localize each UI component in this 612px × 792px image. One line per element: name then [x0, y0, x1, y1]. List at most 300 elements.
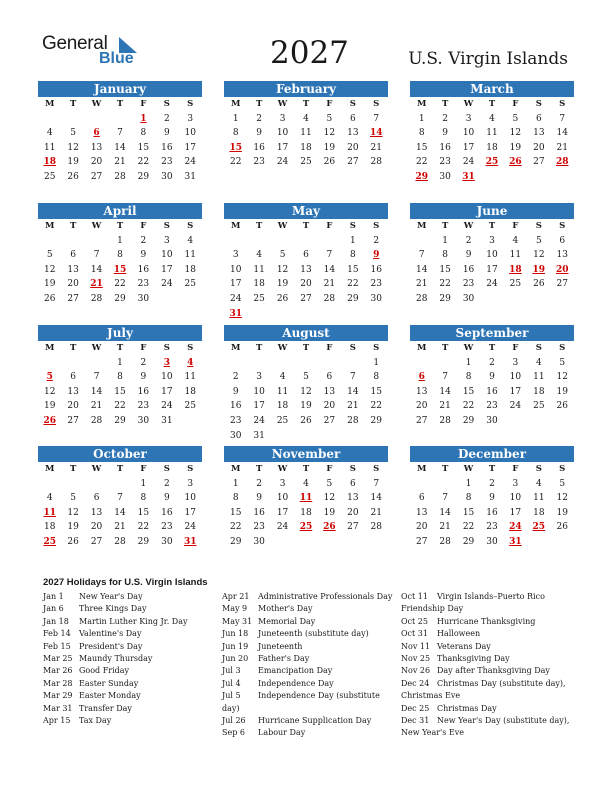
holiday-day-cell: 6 [418, 372, 425, 383]
day-cell: 12 [533, 250, 545, 261]
week-row [410, 170, 574, 185]
weekday-header-row [38, 97, 202, 112]
week-row [224, 429, 388, 444]
empty-day-cell [224, 356, 247, 371]
day-cell: 25 [184, 401, 196, 412]
weekday-label: S [349, 221, 356, 231]
day-cell: 3 [187, 478, 194, 489]
weekday-label: M [45, 221, 55, 231]
day-cell: 19 [67, 522, 79, 533]
weekday-label: T [441, 343, 449, 353]
day-cell: 1 [232, 113, 239, 124]
weekday-label: S [535, 99, 542, 109]
empty-day-cell [247, 307, 270, 322]
holiday-name: Emancipation Day [258, 666, 333, 676]
weekday-label: F [512, 221, 519, 231]
empty-day-cell [294, 234, 317, 249]
month-header: September [410, 325, 574, 341]
holidays-column [401, 591, 571, 740]
holiday-day-cell: 29 [415, 171, 428, 182]
month-header: February [224, 81, 388, 97]
weekday-label: S [535, 343, 542, 353]
holiday-day-cell: 3 [163, 357, 170, 368]
weekday-label: W [277, 343, 288, 353]
day-cell: 17 [161, 264, 173, 275]
day-cell: 16 [229, 401, 242, 412]
day-cell: 1 [465, 357, 472, 368]
day-cell: 23 [486, 522, 498, 533]
day-cell: 17 [486, 264, 498, 275]
weekday-label: T [488, 464, 496, 474]
holiday-entry [43, 690, 213, 702]
day-cell: 16 [161, 507, 173, 518]
week-row [410, 234, 574, 249]
empty-day-cell [61, 356, 84, 371]
day-cell: 10 [509, 493, 522, 504]
day-cell: 10 [276, 128, 289, 139]
holiday-name: Labour Day [258, 728, 306, 738]
day-cell: 16 [486, 386, 498, 397]
day-cell: 8 [373, 372, 380, 383]
day-cell: 19 [67, 157, 79, 168]
day-cell: 9 [256, 128, 262, 139]
holidays-column [43, 591, 213, 727]
day-cell: 29 [462, 415, 475, 426]
holiday-entry [401, 678, 571, 690]
day-cell: 10 [229, 264, 242, 275]
empty-day-cell [318, 234, 341, 249]
day-cell: 8 [465, 493, 472, 504]
holiday-entry [43, 665, 213, 677]
day-cell: 5 [512, 113, 519, 124]
empty-day-cell [318, 356, 341, 371]
day-cell: 28 [90, 415, 103, 426]
day-cell: 16 [137, 264, 150, 275]
empty-day-cell [341, 535, 364, 550]
holiday-day-cell: 31 [183, 536, 197, 547]
weekday-label: T [255, 343, 263, 353]
weekday-label: T [69, 464, 77, 474]
day-cell: 22 [114, 401, 126, 412]
weekday-label: W [463, 343, 474, 353]
day-cell: 5 [46, 250, 53, 261]
day-cell: 6 [70, 372, 76, 383]
month-april [38, 203, 202, 307]
day-cell: 2 [163, 113, 170, 124]
holiday-date: Jul 5 [222, 691, 241, 701]
day-cell: 28 [370, 157, 382, 168]
holiday-date: Jun 19 [222, 641, 249, 651]
holiday-day-cell: 6 [93, 128, 100, 139]
holiday-day-cell: 4 [187, 357, 194, 368]
day-cell: 21 [90, 401, 103, 412]
holiday-name-continued: Christmas Eve [401, 691, 461, 701]
holiday-date: Jan 18 [43, 616, 69, 626]
weekday-label: M [231, 343, 241, 353]
day-cell: 12 [556, 493, 568, 504]
day-cell: 1 [232, 478, 239, 489]
weekday-label: T [302, 99, 310, 109]
empty-day-cell [271, 234, 294, 249]
weekday-label: S [373, 343, 380, 353]
day-cell: 11 [533, 493, 545, 504]
day-cell: 5 [559, 357, 566, 368]
holiday-entry [222, 678, 397, 690]
empty-day-cell [433, 356, 456, 371]
day-cell: 13 [347, 493, 359, 504]
day-cell: 22 [229, 157, 242, 168]
empty-day-cell [108, 112, 131, 127]
weekday-label: S [349, 464, 356, 474]
week-row [410, 112, 574, 127]
holiday-day-cell: 18 [43, 157, 56, 168]
day-cell: 7 [326, 250, 333, 261]
weekday-label: S [559, 221, 566, 231]
holiday-day-cell: 9 [373, 250, 380, 261]
empty-day-cell [527, 535, 550, 550]
day-cell: 23 [253, 157, 265, 168]
day-cell: 14 [114, 507, 126, 518]
empty-day-cell [527, 170, 550, 185]
holiday-entry [401, 665, 571, 677]
day-cell: 16 [439, 142, 451, 153]
day-cell: 26 [533, 279, 545, 290]
week-row [224, 307, 388, 322]
weekday-label: F [140, 99, 147, 109]
holiday-date: Jul 4 [222, 678, 241, 688]
day-cell: 2 [256, 113, 262, 124]
day-cell: 30 [137, 293, 150, 304]
week-row [224, 477, 388, 492]
day-cell: 3 [232, 250, 239, 261]
day-cell: 9 [256, 493, 262, 504]
day-cell: 10 [253, 386, 265, 397]
day-cell: 2 [140, 235, 147, 246]
weekday-label: T [69, 99, 77, 109]
day-cell: 10 [462, 128, 475, 139]
month-header: July [38, 325, 202, 341]
day-cell: 14 [347, 386, 359, 397]
day-cell: 30 [370, 293, 382, 304]
day-cell: 8 [442, 250, 448, 261]
weekday-label: W [91, 464, 102, 474]
empty-day-cell [294, 429, 317, 444]
month-header: August [224, 325, 388, 341]
weekday-label: W [91, 99, 102, 109]
day-cell: 24 [462, 157, 475, 168]
day-cell: 15 [439, 264, 451, 275]
day-cell: 1 [442, 235, 448, 246]
month-header: May [224, 203, 388, 219]
empty-day-cell [433, 477, 456, 492]
day-cell: 17 [184, 507, 196, 518]
day-cell: 24 [276, 522, 289, 533]
day-cell: 30 [137, 415, 150, 426]
holiday-name: Halloween [437, 629, 481, 639]
day-cell: 9 [232, 386, 239, 397]
day-cell: 20 [67, 279, 79, 290]
week-row [410, 477, 574, 492]
holiday-day-cell: 11 [43, 507, 56, 518]
day-cell: 19 [556, 386, 568, 397]
holiday-day-cell: 25 [485, 157, 499, 168]
weekday-label: T [302, 221, 310, 231]
holiday-day-cell: 20 [555, 264, 569, 275]
day-cell: 6 [303, 250, 309, 261]
day-cell: 18 [533, 507, 545, 518]
weekday-label: S [163, 99, 170, 109]
month-july [38, 325, 202, 429]
day-cell: 16 [253, 507, 265, 518]
day-cell: 25 [300, 157, 312, 168]
day-cell: 4 [512, 235, 519, 246]
holiday-date: Apr 15 [43, 716, 71, 726]
day-cell: 8 [465, 372, 472, 383]
week-row [410, 506, 574, 521]
weekday-header-row [38, 219, 202, 234]
day-cell: 4 [187, 235, 194, 246]
week-row [224, 385, 388, 400]
week-row [224, 277, 388, 292]
holiday-entry [43, 641, 213, 653]
day-cell: 23 [370, 279, 382, 290]
day-cell: 8 [117, 372, 123, 383]
week-row [38, 520, 202, 535]
holiday-entry [222, 653, 397, 665]
day-cell: 28 [323, 293, 336, 304]
day-cell: 10 [276, 493, 289, 504]
day-cell: 27 [556, 279, 568, 290]
week-row [38, 155, 202, 170]
weekday-label: T [255, 99, 263, 109]
empty-day-cell [108, 477, 131, 492]
day-cell: 17 [253, 401, 265, 412]
empty-day-cell [61, 112, 84, 127]
day-cell: 21 [370, 507, 382, 518]
day-cell: 3 [163, 235, 170, 246]
day-cell: 25 [276, 415, 289, 426]
day-cell: 5 [303, 372, 309, 383]
weekday-label: T [441, 99, 449, 109]
day-cell: 2 [373, 235, 380, 246]
day-cell: 9 [489, 493, 495, 504]
day-cell: 28 [439, 415, 451, 426]
day-cell: 10 [161, 372, 173, 383]
weekday-label: W [463, 99, 474, 109]
week-row [410, 126, 574, 141]
day-cell: 10 [184, 128, 196, 139]
day-cell: 31 [253, 430, 265, 441]
week-row [224, 356, 388, 371]
holiday-entry [222, 665, 397, 677]
week-row [38, 356, 202, 371]
day-cell: 17 [161, 386, 173, 397]
month-august [224, 325, 388, 443]
day-cell: 4 [535, 478, 542, 489]
day-cell: 7 [442, 372, 448, 383]
empty-day-cell [410, 234, 433, 249]
day-cell: 21 [347, 401, 359, 412]
empty-day-cell [318, 307, 341, 322]
day-cell: 4 [303, 113, 309, 124]
day-cell: 19 [556, 507, 568, 518]
week-row [224, 292, 388, 307]
holiday-entry [43, 628, 213, 640]
day-cell: 6 [535, 113, 542, 124]
day-cell: 13 [90, 507, 103, 518]
weekday-label: F [326, 99, 333, 109]
empty-day-cell [271, 356, 294, 371]
day-cell: 27 [90, 536, 103, 547]
week-row [410, 385, 574, 400]
day-cell: 15 [415, 142, 428, 153]
holiday-name: New Year's Day (substitute day), [437, 716, 570, 726]
empty-day-cell [318, 535, 341, 550]
week-row [38, 234, 202, 249]
day-cell: 4 [535, 357, 542, 368]
day-cell: 14 [370, 493, 382, 504]
holiday-day-cell: 31 [462, 171, 475, 182]
weekday-header-row [224, 219, 388, 234]
day-cell: 20 [300, 279, 312, 290]
empty-day-cell [85, 234, 108, 249]
day-cell: 25 [509, 279, 522, 290]
day-cell: 22 [462, 522, 475, 533]
day-cell: 3 [512, 478, 519, 489]
day-cell: 15 [462, 386, 475, 397]
day-cell: 22 [439, 279, 451, 290]
holiday-date: Dec 31 [401, 716, 430, 726]
weekday-label: S [535, 464, 542, 474]
holiday-day-cell: 24 [509, 522, 522, 533]
holiday-name: Independence Day [258, 678, 334, 688]
empty-day-cell [480, 170, 503, 185]
day-cell: 19 [323, 142, 336, 153]
holiday-date: Jul 3 [222, 666, 241, 676]
day-cell: 3 [279, 113, 286, 124]
holiday-name: Hurricane Supplication Day [258, 716, 372, 726]
holidays-column [222, 591, 397, 740]
holiday-name: Valentine's Day [79, 629, 142, 639]
empty-day-cell [38, 356, 61, 371]
day-cell: 29 [347, 293, 359, 304]
week-row [224, 520, 388, 535]
empty-day-cell [294, 307, 317, 322]
holiday-entry [401, 715, 571, 727]
holiday-entry [43, 703, 213, 715]
day-cell: 17 [509, 507, 522, 518]
holiday-name: Administrative Professionals Day [258, 592, 393, 601]
day-cell: 21 [439, 401, 451, 412]
weekday-label: F [140, 343, 147, 353]
week-row [38, 399, 202, 414]
day-cell: 29 [462, 536, 475, 547]
week-row [38, 141, 202, 156]
day-cell: 2 [489, 478, 495, 489]
empty-day-cell [85, 112, 108, 127]
holiday-name: President's Day [79, 641, 143, 651]
weekday-header-row [224, 341, 388, 356]
day-cell: 16 [137, 386, 150, 397]
day-cell: 7 [93, 372, 100, 383]
day-cell: 12 [323, 128, 336, 139]
weekday-label: F [326, 343, 333, 353]
day-cell: 9 [140, 250, 147, 261]
holiday-day-cell: 11 [299, 493, 313, 504]
day-cell: 14 [90, 386, 103, 397]
day-cell: 26 [43, 293, 56, 304]
day-cell: 3 [279, 478, 286, 489]
day-cell: 28 [114, 536, 126, 547]
day-cell: 5 [326, 478, 333, 489]
weekday-label: S [559, 343, 566, 353]
weekday-header-row [410, 341, 574, 356]
day-cell: 18 [43, 522, 56, 533]
day-cell: 4 [303, 478, 309, 489]
weekday-label: W [277, 221, 288, 231]
weekday-label: S [559, 464, 566, 474]
day-cell: 8 [232, 128, 239, 139]
day-cell: 16 [161, 142, 173, 153]
country-name: U.S. Virgin Islands [408, 49, 568, 69]
week-row [224, 248, 388, 263]
day-cell: 11 [486, 128, 498, 139]
weekday-label: T [255, 464, 263, 474]
holiday-name: Mother's Day [258, 604, 313, 614]
day-cell: 30 [439, 171, 451, 182]
empty-day-cell [85, 356, 108, 371]
day-cell: 22 [370, 401, 382, 412]
day-cell: 2 [232, 372, 239, 383]
holiday-date: Nov 26 [401, 666, 431, 676]
weekday-label: S [187, 221, 194, 231]
day-cell: 5 [559, 478, 566, 489]
day-cell: 16 [253, 142, 265, 153]
week-row [224, 263, 388, 278]
day-cell: 3 [187, 113, 194, 124]
day-cell: 27 [415, 536, 428, 547]
weekday-label: W [463, 221, 474, 231]
week-row [38, 292, 202, 307]
day-cell: 25 [533, 401, 545, 412]
holiday-day-cell: 5 [46, 372, 53, 383]
weekday-label: S [163, 343, 170, 353]
weekday-label: M [231, 464, 241, 474]
day-cell: 6 [349, 113, 356, 124]
day-cell: 9 [140, 372, 147, 383]
empty-day-cell [179, 292, 202, 307]
weekday-label: S [535, 221, 542, 231]
day-cell: 23 [486, 401, 498, 412]
weekday-label: F [326, 464, 333, 474]
empty-day-cell [410, 356, 433, 371]
day-cell: 9 [163, 128, 170, 139]
holiday-name: Independence Day (substitute [258, 691, 380, 701]
day-cell: 28 [347, 415, 359, 426]
empty-day-cell [365, 429, 388, 444]
week-row [38, 385, 202, 400]
day-cell: 17 [229, 279, 242, 290]
day-cell: 22 [347, 279, 359, 290]
day-cell: 18 [276, 401, 289, 412]
holiday-day-cell: 26 [509, 157, 522, 168]
weekday-header-row [224, 97, 388, 112]
day-cell: 9 [442, 128, 448, 139]
weekday-header-row [410, 219, 574, 234]
day-cell: 13 [67, 264, 79, 275]
holiday-date: May 31 [222, 616, 253, 626]
day-cell: 8 [349, 250, 356, 261]
